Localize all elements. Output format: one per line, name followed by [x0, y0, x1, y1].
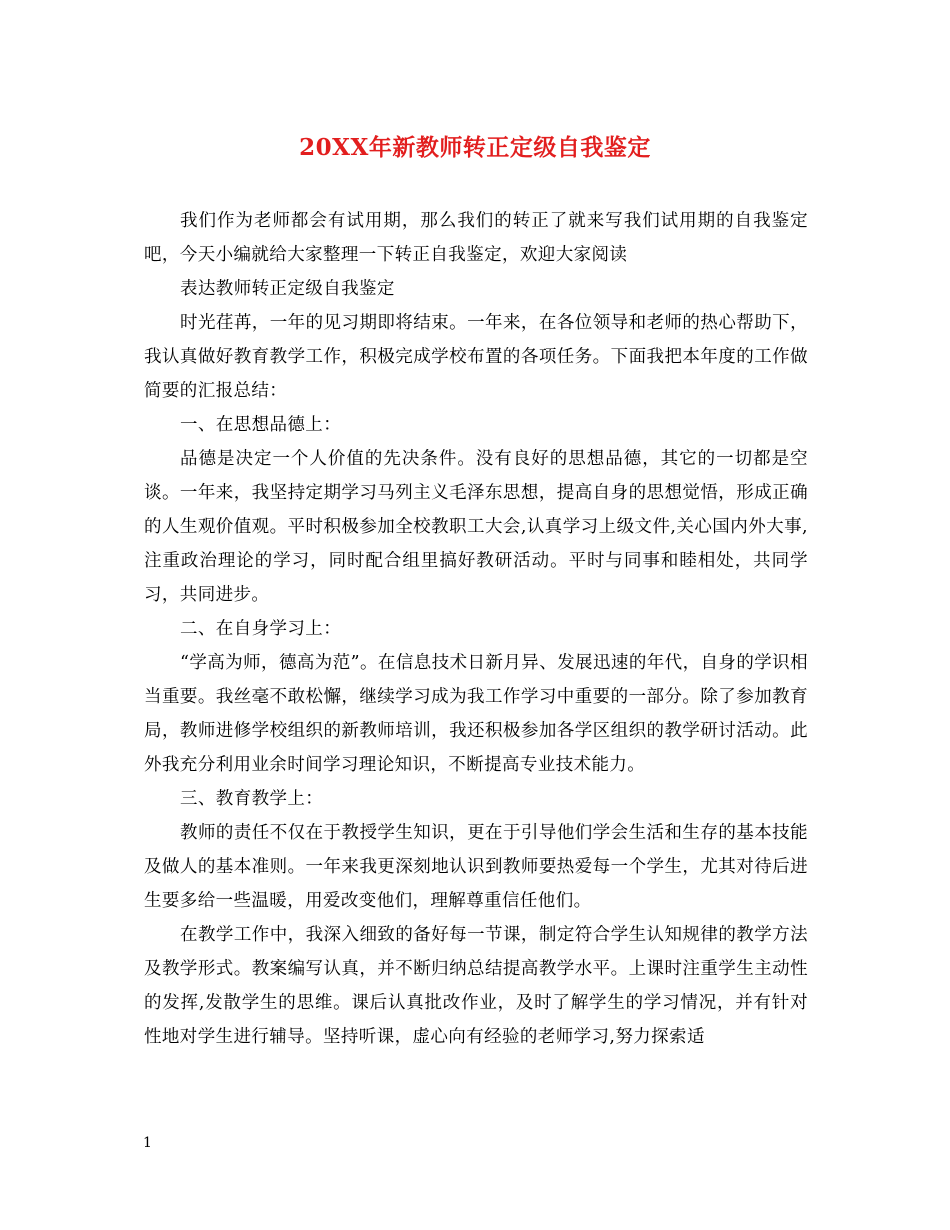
document-title: 20XX年新教师转正定级自我鉴定 — [299, 134, 651, 161]
section-heading-teaching: 三、教育教学上： — [180, 789, 324, 809]
paragraph-teaching-responsibility: 教师的责任不仅在于教授学生知识，更在于引导他们学会生活和生存的基本技能及做人的基本准则。一年来我更深刻地认识到教师要热爱每一个学生，尤其对待后进生要多给一些温暖，用爱改变他们，理解尊重信任他们。 — [144, 823, 808, 911]
section-heading-ideology: 一、在思想品德上： — [180, 415, 342, 435]
paragraph-opening: 时光荏苒，一年的见习期即将结束。一年来，在各位领导和老师的热心帮助下，我认真做好教育教学工作，积极完成学校布置的各项任务。下面我把本年度的工作做简要的汇报总结： — [144, 313, 808, 401]
section-heading-self-study: 二、在自身学习上： — [180, 619, 342, 639]
paragraph-ideology: 品德是决定一个人价值的先决条件。没有良好的思想品德，其它的一切都是空谈。一年来，我坚持定期学习马列主义毛泽东思想，提高自身的思想觉悟，形成正确的人生观价值观。平时积极参加全校教职工大会,认真学习上级文件,关心国内外大事,注重政治理论的学习，同时配合组里搞好教研活动。平时与同事和睦相处，共同学习，共同进步。 — [144, 449, 808, 605]
paragraph-subtitle: 表达教师转正定级自我鉴定 — [180, 279, 395, 299]
paragraph-intro: 我们作为老师都会有试用期，那么我们的转正了就来写我们试用期的自我鉴定吧，今天小编就给大家整理一下转正自我鉴定，欢迎大家阅读 — [144, 211, 808, 265]
paragraph-teaching-work: 在教学工作中，我深入细致的备好每一节课，制定符合学生认知规律的教学方法及教学形式。教案编写认真，并不断归纳总结提高教学水平。上课时注重学生主动性的发挥,发散学生的思维。课后认真批改作业，及时了解学生的学习情况，并有针对性地对学生进行辅导。坚持听课，虚心向有经验的老师学习,努力探索适 — [144, 925, 808, 1047]
paragraph-self-study: “学高为师，德高为范”。在信息技术日新月异、发展迅速的年代，自身的学识相当重要。我丝毫不敢松懈，继续学习成为我工作学习中重要的一部分。除了参加教育局，教师进修学校组织的新教师培训，我还积极参加各学区组织的教学研讨活动。此外我充分利用业余时间学习理论知识，不断提高专业技术能力。 — [144, 653, 808, 775]
document-body — [144, 204, 808, 1054]
page-number: 1 — [143, 1135, 152, 1151]
